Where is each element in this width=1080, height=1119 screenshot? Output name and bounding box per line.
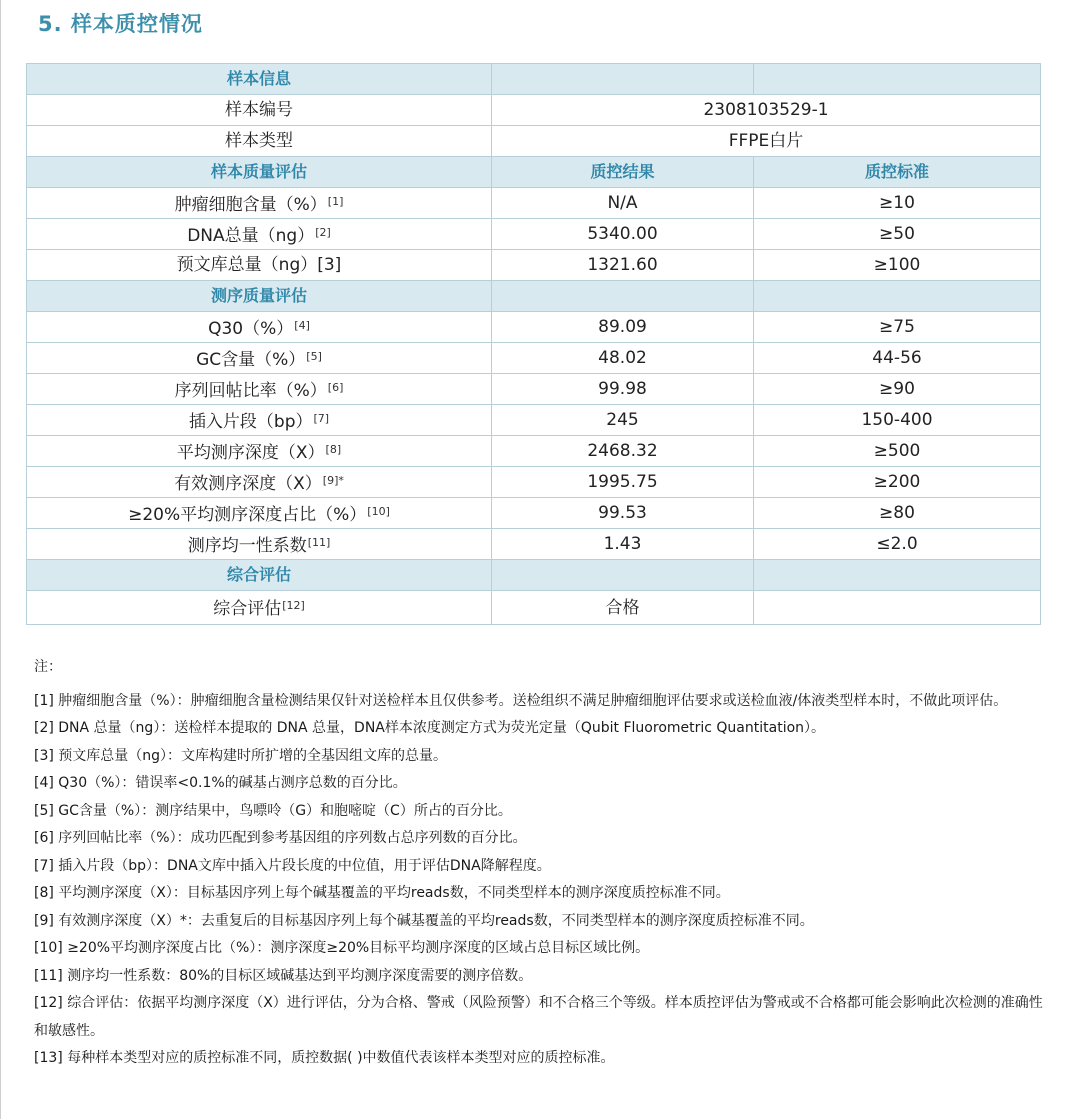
section-title: 5. 样本质控情况 <box>38 12 203 36</box>
footnote-ref: [11] <box>307 535 331 549</box>
note-item: [10] ≥20%平均测序深度占比（%）：测序深度≥20%目标平均测序深度的区域占总目标区域比例。 <box>34 940 650 956</box>
table-row <box>27 95 1041 126</box>
row-standard: ≥200 <box>754 467 1041 498</box>
row-item-cell <box>27 467 492 498</box>
row-item-label: Q30（%） <box>208 318 294 339</box>
table-row <box>27 188 1041 219</box>
footnote-ref: [4] <box>294 318 310 332</box>
note-item: [12] 综合评估：依据平均测序深度（X）进行评估，分为合格、警戒（风险预警）和不合格三个等级。样本质控评估为警戒或不合格都可能会影响此次检测的准确性和敏感性。 <box>34 995 1043 1039</box>
row-standard: ≤2.0 <box>754 529 1041 560</box>
footnote-ref: [5] <box>306 349 322 363</box>
row-item-label: 综合评估 <box>213 599 282 619</box>
row-item-cell <box>27 374 492 405</box>
row-item-label: DNA总量（ng） <box>187 225 315 246</box>
table-row <box>27 467 1041 498</box>
row-result: 1995.75 <box>492 467 754 498</box>
header-standard-label <box>754 64 1041 95</box>
row-item-label: 平均测序深度（X） <box>176 442 325 463</box>
row-value: 2308103529-1 <box>492 95 1041 126</box>
row-standard: ≥80 <box>754 498 1041 529</box>
row-item-cell <box>27 312 492 343</box>
section-header-title: 样本信息 <box>27 64 492 95</box>
row-item-cell <box>27 126 492 157</box>
footnote-ref: [7] <box>313 411 330 425</box>
page-left-border <box>0 0 1 1119</box>
section-header-title: 综合评估 <box>27 560 492 591</box>
table-row <box>27 126 1041 157</box>
row-item-label: 预文库总量（ng）[3] <box>176 255 342 275</box>
notes-label: 注： <box>34 659 62 675</box>
row-result: N/A <box>492 188 754 219</box>
note-item: [4] Q30（%）：错误率<0.1%的碱基占测序总数的百分比。 <box>34 775 407 791</box>
table-row <box>27 250 1041 281</box>
note-item: [2] DNA 总量（ng）：送检样本提取的 DNA 总量，DNA样本浓度测定方式为荧光定量（Qubit Fluorometric Quantitation）。 <box>34 720 826 736</box>
section-header-row <box>27 281 1041 312</box>
header-standard-label: 质控标准 <box>754 157 1041 188</box>
table-row <box>27 374 1041 405</box>
row-standard: ≥10 <box>754 188 1041 219</box>
row-result: 99.98 <box>492 374 754 405</box>
footnote-ref: [9]* <box>322 473 344 487</box>
notes-list <box>34 688 1044 1073</box>
note-item: [5] GC含量（%）：测序结果中，鸟嘌呤（G）和胞嘧啶（C）所占的百分比。 <box>34 802 512 819</box>
header-result-label <box>492 281 754 312</box>
row-result: 2468.32 <box>492 436 754 467</box>
row-item-cell <box>27 250 492 281</box>
header-standard-label <box>754 281 1041 312</box>
qc-table-body <box>27 64 1041 625</box>
row-item-label: 样本编号 <box>225 100 293 120</box>
row-item-label: 序列回帖比率（%） <box>174 380 327 401</box>
row-item-cell <box>27 95 492 126</box>
row-result: 48.02 <box>492 343 754 374</box>
footnote-ref: [8] <box>325 442 342 456</box>
footnote-ref: [12] <box>282 599 305 612</box>
row-item-label: 肿瘤细胞含量（%） <box>174 194 327 215</box>
table-row <box>27 529 1041 560</box>
note-item: [11] 测序均一性系数：80%的目标区域碱基达到平均测序深度需要的测序倍数。 <box>34 967 533 984</box>
row-standard: ≥100 <box>754 250 1041 281</box>
row-item-cell <box>27 343 492 374</box>
row-item-label: 有效测序深度（X） <box>174 473 322 494</box>
table-row <box>27 405 1041 436</box>
footnote-ref: [10] <box>367 504 390 518</box>
row-standard: 150-400 <box>754 405 1041 436</box>
footnote-ref: [1] <box>327 194 344 208</box>
section-header-title: 测序质量评估 <box>27 281 492 312</box>
note-item: [9] 有效测序深度（X）*：去重复后的目标基因序列上每个碱基覆盖的平均reads数，不同类型样本的测序深度质控标准不同。 <box>34 912 814 929</box>
header-result-label: 质控结果 <box>492 157 754 188</box>
row-item-label: GC含量（%） <box>196 349 306 370</box>
note-item: [3] 预文库总量（ng）：文库构建时所扩增的全基因组文库的总量。 <box>34 747 448 764</box>
row-standard <box>754 591 1041 625</box>
row-result: 1.43 <box>492 529 754 560</box>
header-standard-label <box>754 560 1041 591</box>
row-item-label: 插入片段（bp） <box>188 411 313 432</box>
row-result: 245 <box>492 405 754 436</box>
row-result: 合格 <box>492 591 754 625</box>
row-result: 5340.00 <box>492 219 754 250</box>
footnote-ref: [2] <box>315 225 331 239</box>
notes-section <box>34 654 1044 1073</box>
footnote-ref: [6] <box>327 380 344 394</box>
row-result: 1321.60 <box>492 250 754 281</box>
row-standard: ≥75 <box>754 312 1041 343</box>
note-item: [6] 序列回帖比率（%）：成功匹配到参考基因组的序列数占总序列数的百分比。 <box>34 830 527 846</box>
section-header-row <box>27 64 1041 95</box>
table-row <box>27 312 1041 343</box>
section-header-row <box>27 560 1041 591</box>
qc-table <box>26 63 1041 625</box>
row-standard: ≥500 <box>754 436 1041 467</box>
row-item-label: 样本类型 <box>225 131 293 151</box>
table-row <box>27 219 1041 250</box>
row-item-cell <box>27 436 492 467</box>
row-item-cell <box>27 498 492 529</box>
row-item-cell <box>27 405 492 436</box>
row-item-cell <box>27 529 492 560</box>
row-item-cell <box>27 188 492 219</box>
note-item: [8] 平均测序深度（X）：目标基因序列上每个碱基覆盖的平均reads数，不同类型样本的测序深度质控标准不同。 <box>34 885 730 901</box>
table-row <box>27 498 1041 529</box>
row-item-label: 测序均一性系数 <box>187 535 307 556</box>
row-item-cell <box>27 591 492 625</box>
header-result-label <box>492 560 754 591</box>
table-row <box>27 436 1041 467</box>
row-item-label: ≥20%平均测序深度占比（%） <box>128 504 367 525</box>
row-result: 89.09 <box>492 312 754 343</box>
row-item-cell <box>27 219 492 250</box>
table-row <box>27 343 1041 374</box>
note-item: [1] 肿瘤细胞含量（%）：肿瘤细胞含量检测结果仅针对送检样本且仅供参考。送检组织不满足肿瘤细胞评估要求或送检血液/体液类型样本时，不做此项评估。 <box>34 692 1008 709</box>
row-standard: 44-56 <box>754 343 1041 374</box>
row-value: FFPE白片 <box>492 126 1041 157</box>
note-item: [7] 插入片段（bp）：DNA文库中插入片段长度的中位值，用于评估DNA降解程度。 <box>34 857 551 874</box>
header-result-label <box>492 64 754 95</box>
row-result: 99.53 <box>492 498 754 529</box>
row-standard: ≥50 <box>754 219 1041 250</box>
section-header-row <box>27 157 1041 188</box>
table-row <box>27 591 1041 625</box>
row-standard: ≥90 <box>754 374 1041 405</box>
note-item: [13] 每种样本类型对应的质控标准不同，质控数据( )中数值代表该样本类型对应的质控标准。 <box>34 1050 615 1066</box>
section-header-title: 样本质量评估 <box>27 157 492 188</box>
